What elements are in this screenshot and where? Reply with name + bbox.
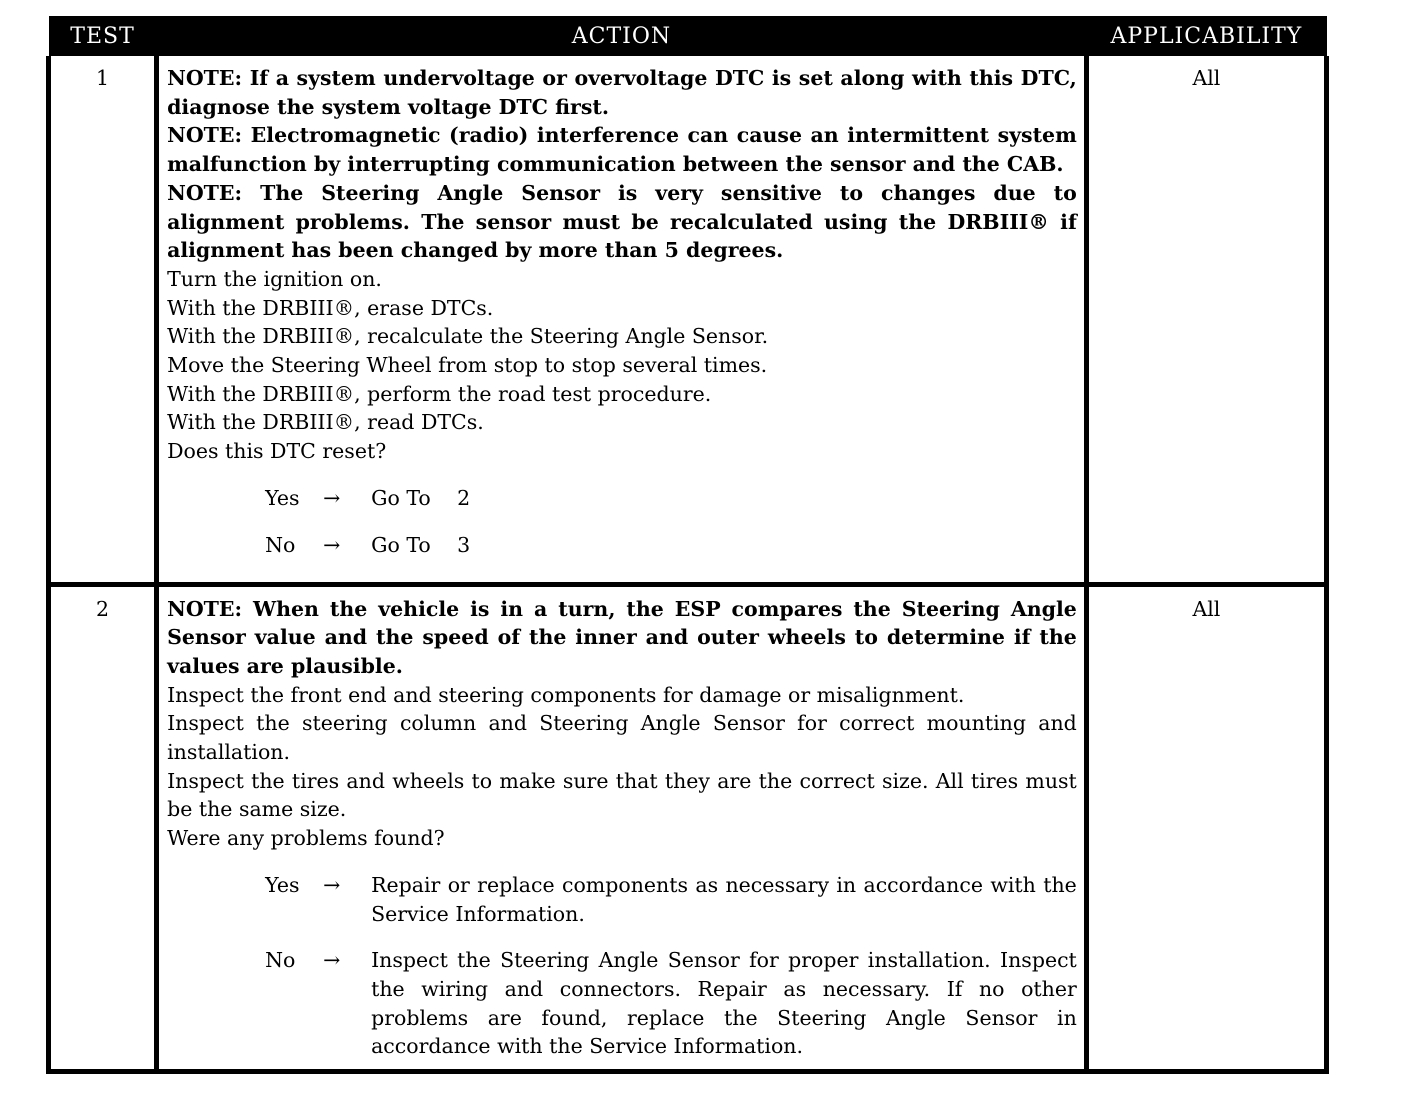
outcome-result: [371, 484, 1077, 513]
outcome-answer: No: [265, 948, 296, 973]
outcome-no: [265, 531, 1077, 560]
arrow-right-icon: →: [323, 532, 341, 557]
test-number: 2: [49, 584, 157, 1072]
diagnostic-test-table: [46, 16, 1329, 1074]
step: Inspect the steering column and Steering Angle Sensor for correct mounting and installation.: [167, 711, 1077, 765]
step: With the DRBIII®, recalculate the Steering Angle Sensor.: [167, 324, 769, 349]
step: With the DRBIII®, perform the road test procedure.: [167, 381, 712, 406]
header-applicability: APPLICABILITY: [1086, 16, 1326, 56]
outcome-answer: Yes: [265, 872, 300, 897]
goto-label: Go To: [371, 532, 431, 557]
action-cell: [157, 56, 1087, 584]
table-row-test-2: [49, 584, 1327, 1072]
goto-value: 3: [457, 532, 471, 557]
outcome-result: [371, 531, 1077, 560]
test-number: 1: [49, 56, 157, 584]
note: NOTE: When the vehicle is in a turn, the ESP compares the Steering Angle Sensor value and the speed of the inner and outer wheels to determine if the values are plausible.: [167, 596, 1077, 678]
question: Were any problems found?: [167, 826, 445, 851]
table-header-row: [49, 16, 1327, 56]
action-cell: [157, 584, 1087, 1072]
outcome-no: [265, 946, 1077, 1061]
header-test: TEST: [49, 16, 157, 56]
outcome-result: Inspect the Steering Angle Sensor for proper installation. Inspect the wiring and connectors. Repair as necessary. If no other problems are found, replace the Steering Angle Sensor in accordance with the Service Information.: [371, 948, 1077, 1059]
outcome-answer: Yes: [265, 485, 300, 510]
applicability-value: All: [1086, 584, 1326, 1072]
step: Move the Steering Wheel from stop to stop several times.: [167, 353, 768, 378]
goto-value: 2: [457, 485, 471, 510]
outcome-yes: [265, 871, 1077, 928]
note: NOTE: The Steering Angle Sensor is very sensitive to changes due to alignment problems. The sensor must be recalculated using the DRBIII® if alignment has been changed by more than 5 degrees.: [167, 180, 1077, 263]
header-action: ACTION: [157, 16, 1087, 56]
note: NOTE: If a system undervoltage or overvoltage DTC is set along with this DTC, diagnose the system voltage DTC first.: [167, 66, 1077, 119]
step: With the DRBIII®, erase DTCs.: [167, 295, 494, 320]
goto-label: Go To: [371, 485, 431, 510]
applicability-value: All: [1086, 56, 1326, 584]
table-row-test-1: [49, 56, 1327, 584]
arrow-right-icon: →: [323, 872, 341, 897]
step: Turn the ignition on.: [167, 266, 382, 291]
arrow-right-icon: →: [323, 485, 341, 510]
outcome-answer: No: [265, 532, 296, 557]
step: Inspect the front end and steering components for damage or misalignment.: [167, 682, 965, 707]
arrow-right-icon: →: [323, 948, 341, 973]
step: With the DRBIII®, read DTCs.: [167, 410, 484, 435]
step: Inspect the tires and wheels to make sure that they are the correct size. All tires must be the same size.: [167, 768, 1077, 822]
note: NOTE: Electromagnetic (radio) interference can cause an intermittent system malfunction by interrupting communication between the sensor and the CAB.: [167, 123, 1077, 177]
outcome-yes: [265, 484, 1077, 513]
outcome-result: Repair or replace components as necessary in accordance with the Service Information.: [371, 872, 1077, 926]
question: Does this DTC reset?: [167, 439, 387, 464]
